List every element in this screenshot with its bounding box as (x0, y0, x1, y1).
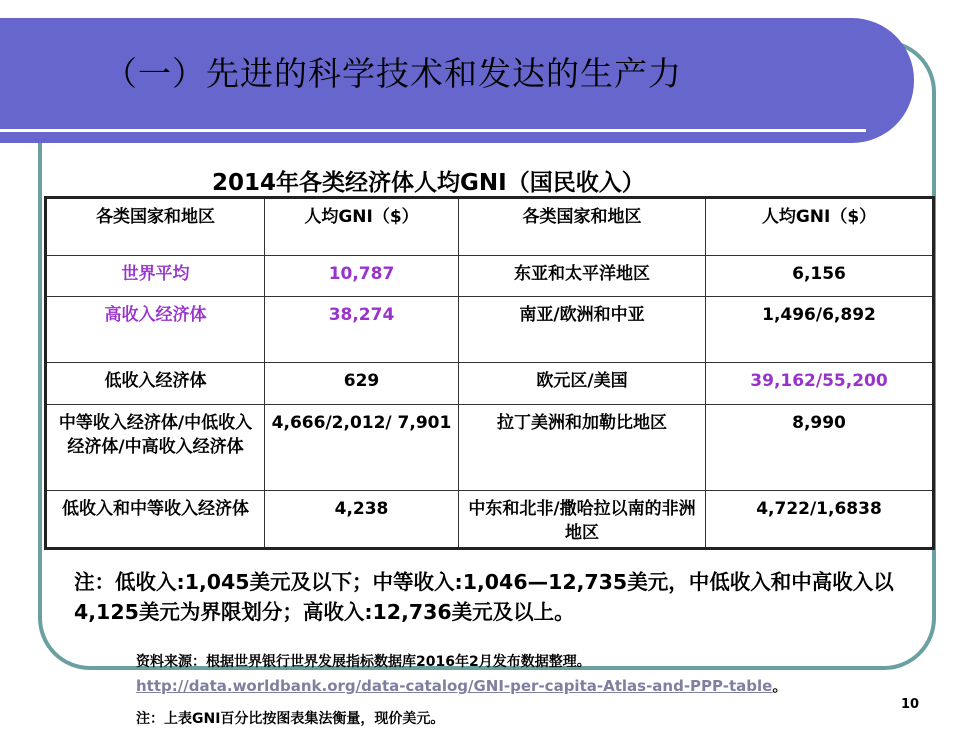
income-note: 注：低收入:1,045美元及以下；中等收入:1,046—12,735美元，中低收入和中高收入以4,125美元为界限划分；高收入:12,736美元及以上。 (74, 570, 894, 624)
cell-value: 10,787 (265, 256, 459, 297)
cell-region: 中等收入经济体/中低收入经济体/中高收入经济体 (46, 405, 265, 491)
slide-title: （一）先进的科学技术和发达的生产力 (104, 54, 682, 93)
cell-value: 4,238 (265, 491, 459, 549)
cell-region: 拉丁美洲和加勒比地区 (459, 405, 706, 491)
cell-region: 世界平均 (46, 256, 265, 297)
cell-region: 东亚和太平洋地区 (459, 256, 706, 297)
cell-value: 6,156 (706, 256, 934, 297)
cell-value: 4,666/2,012/ 7,901 (265, 405, 459, 491)
table-row (46, 363, 934, 405)
source-url-suffix: 。 (772, 677, 788, 695)
table-row (46, 297, 934, 363)
table-row (46, 405, 934, 491)
source-url-line (136, 675, 787, 696)
header-gni-1: 人均GNI（$） (265, 198, 459, 256)
gni-table (44, 196, 935, 550)
cell-region: 低收入经济体 (46, 363, 265, 405)
cell-value: 38,274 (265, 297, 459, 363)
source-link[interactable]: http://data.worldbank.org/data-catalog/GNI-per-capita-Atlas-and-PPP-table (136, 677, 773, 695)
footnote: 注：上表GNI百分比按图表集法衡量，现价美元。 (136, 711, 445, 727)
table-row (46, 256, 934, 297)
cell-region: 低收入和中等收入经济体 (46, 491, 265, 549)
cell-region: 欧元区/美国 (459, 363, 706, 405)
table-title: 2014年各类经济体人均GNI（国民收入） (212, 170, 645, 196)
table-row (46, 491, 934, 549)
cell-value: 39,162/55,200 (706, 363, 934, 405)
cell-value: 8,990 (706, 405, 934, 491)
header-gni-2: 人均GNI（$） (706, 198, 934, 256)
cell-value: 4,722/1,6838 (706, 491, 934, 549)
banner-divider (0, 129, 866, 132)
cell-region: 高收入经济体 (46, 297, 265, 363)
page-number: 10 (901, 697, 920, 712)
cell-region: 中东和北非/撒哈拉以南的非洲地区 (459, 491, 706, 549)
cell-value: 629 (265, 363, 459, 405)
header-region-1: 各类国家和地区 (46, 198, 265, 256)
table-header-row (46, 198, 934, 256)
source-text: 资料来源：根据世界银行世界发展指标数据库2016年2月发布数据整理。 (136, 654, 591, 670)
header-region-2: 各类国家和地区 (459, 198, 706, 256)
cell-value: 1,496/6,892 (706, 297, 934, 363)
cell-region: 南亚/欧洲和中亚 (459, 297, 706, 363)
